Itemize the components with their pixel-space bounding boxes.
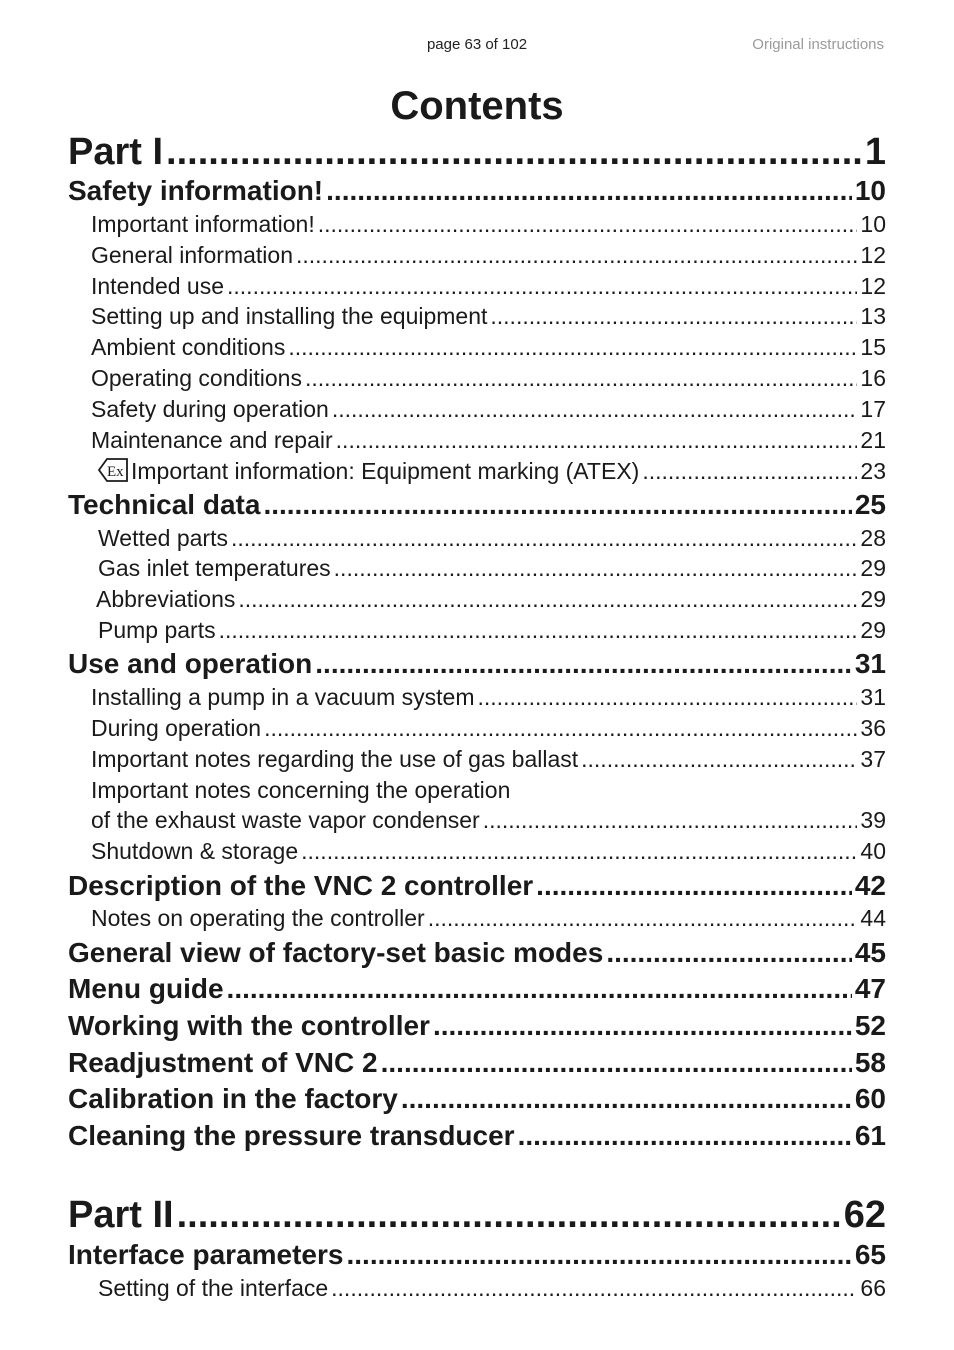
toc-page: 37 (860, 746, 886, 772)
toc-label: Readjustment of VNC 2 (68, 1047, 378, 1078)
toc-page: 62 (843, 1194, 886, 1236)
toc-chapter[interactable] (68, 1047, 886, 1079)
toc-label: Description of the VNC 2 controller (68, 870, 534, 901)
toc-section[interactable] (68, 746, 886, 773)
toc-section[interactable] (68, 1275, 886, 1302)
toc-label: Installing a pump in a vacuum system (91, 684, 475, 710)
toc-label: Important information! (91, 211, 315, 237)
toc-chapter[interactable] (68, 937, 886, 969)
toc-label: Working with the controller (68, 1010, 430, 1041)
toc-label: Cleaning the pressure transducer (68, 1120, 515, 1151)
toc-part-heading[interactable] (68, 1194, 886, 1237)
toc-label: Important notes regarding the use of gas ballast (91, 746, 579, 772)
toc-section[interactable] (68, 555, 886, 582)
toc-label: Use and operation (68, 648, 313, 679)
toc-page: 61 (854, 1120, 886, 1151)
toc-section[interactable] (68, 617, 886, 644)
toc-page: 17 (860, 396, 886, 422)
toc-page: 52 (854, 1010, 886, 1041)
toc-page: 40 (860, 838, 886, 864)
toc-chapter[interactable] (68, 870, 886, 902)
toc-label: Safety information! (68, 175, 324, 206)
toc-chapter[interactable] (68, 648, 886, 680)
toc-chapter[interactable] (68, 1010, 886, 1042)
toc-section[interactable] (68, 457, 886, 485)
toc-part-heading[interactable] (68, 131, 886, 174)
toc-label: Setting up and installing the equipment (91, 303, 488, 329)
toc-page: 13 (860, 303, 886, 329)
toc-page: 31 (854, 648, 886, 679)
toc-page: 31 (860, 684, 886, 710)
toc-label: Part I (68, 131, 164, 173)
toc-label: Wetted parts (98, 525, 228, 551)
toc-label: Interface parameters (68, 1239, 344, 1270)
toc-page: 58 (854, 1047, 886, 1078)
toc-label: Notes on operating the controller (91, 905, 425, 931)
toc-label: Technical data (68, 489, 261, 520)
toc-section[interactable] (68, 586, 886, 613)
toc-label: Abbreviations (96, 586, 236, 612)
toc-chapter[interactable] (68, 1239, 886, 1271)
toc-page: 39 (860, 807, 886, 833)
toc-section[interactable] (68, 838, 886, 865)
toc-page: 25 (854, 489, 886, 520)
toc-section[interactable] (68, 905, 886, 932)
toc-page: 60 (854, 1083, 886, 1114)
toc-label: Operating conditions (91, 365, 302, 391)
toc-section[interactable] (68, 334, 886, 361)
toc-chapter[interactable] (68, 973, 886, 1005)
toc-page: 65 (854, 1239, 886, 1270)
toc-page: 45 (854, 937, 886, 968)
toc-label: Important information: Equipment marking (ATEX) (131, 458, 640, 484)
toc-label: of the exhaust waste vapor condenser (91, 807, 480, 833)
toc-section[interactable] (68, 273, 886, 300)
toc-label: Shutdown & storage (91, 838, 299, 864)
toc-page: 10 (860, 211, 886, 237)
toc-section[interactable] (68, 715, 886, 742)
toc-page: 44 (860, 905, 886, 931)
toc-label-line[interactable]: Important notes concerning the operation (91, 777, 511, 803)
toc-chapter[interactable] (68, 1083, 886, 1115)
toc-label: Ambient conditions (91, 334, 286, 360)
toc-page: 1 (864, 131, 886, 173)
toc-page: 42 (854, 870, 886, 901)
toc-label: During operation (91, 715, 262, 741)
toc-page: 36 (860, 715, 886, 741)
toc-label: Safety during operation (91, 396, 329, 422)
page-number: page 63 of 102 (426, 36, 528, 53)
toc-section[interactable] (68, 242, 886, 269)
toc-page: 47 (854, 973, 886, 1004)
toc-page: 29 (860, 586, 886, 612)
toc-page: 29 (860, 617, 886, 643)
toc-section[interactable] (68, 684, 886, 711)
toc-label: Menu guide (68, 973, 224, 1004)
toc-section[interactable] (68, 807, 886, 834)
toc-page: 10 (854, 175, 886, 206)
toc-label: Part II (68, 1194, 174, 1236)
toc-section[interactable] (68, 396, 886, 423)
atex-ex-icon (95, 457, 129, 483)
toc-label: Maintenance and repair (91, 427, 333, 453)
toc-label: Pump parts (98, 617, 216, 643)
toc-chapter[interactable] (68, 1120, 886, 1152)
toc-label: General view of factory-set basic modes (68, 937, 604, 968)
toc-section[interactable] (68, 303, 886, 330)
toc-label: General information (91, 242, 293, 268)
toc-label: Calibration in the factory (68, 1083, 398, 1114)
toc-page: 12 (860, 273, 886, 299)
toc-page: 15 (860, 334, 886, 360)
toc-page: 16 (860, 365, 886, 391)
toc-label: Setting of the interface (98, 1275, 329, 1301)
toc-page: 23 (860, 458, 886, 484)
page-title: Contents (390, 84, 564, 128)
toc-chapter[interactable] (68, 175, 886, 207)
toc-page: 29 (860, 555, 886, 581)
toc-section[interactable] (68, 525, 886, 552)
original-instructions-note: Original instructions (752, 36, 884, 53)
toc-page: 28 (860, 525, 886, 551)
toc-section[interactable] (68, 427, 886, 454)
toc-page: 66 (860, 1275, 886, 1301)
toc-page: 12 (860, 242, 886, 268)
toc-chapter[interactable] (68, 489, 886, 521)
svg-text:Ex: Ex (107, 464, 124, 480)
toc-section[interactable] (68, 365, 886, 392)
toc-section[interactable] (68, 211, 886, 238)
toc-page: 21 (860, 427, 886, 453)
toc-label: Gas inlet temperatures (98, 555, 331, 581)
toc-label: Intended use (91, 273, 225, 299)
